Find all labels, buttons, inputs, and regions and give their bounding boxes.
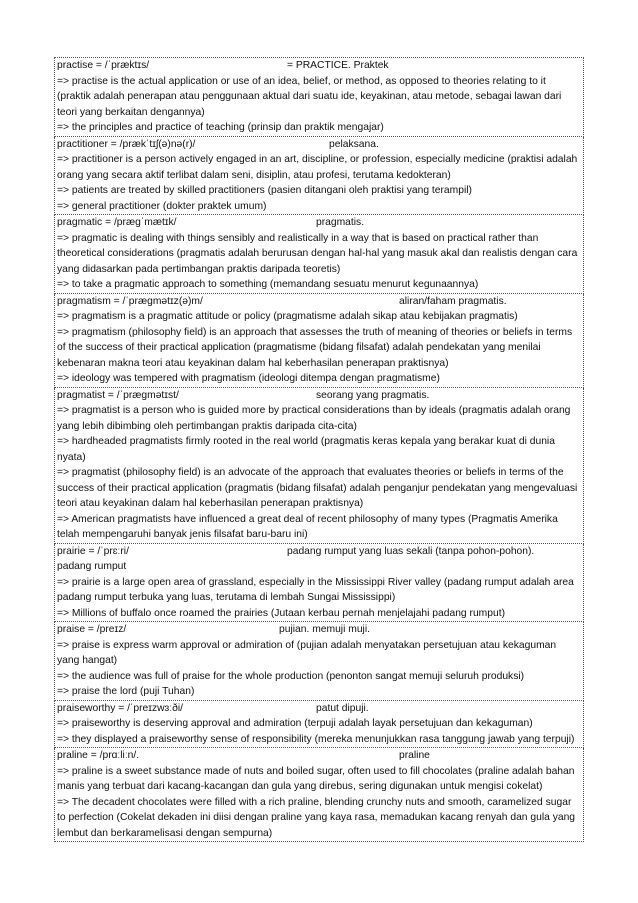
entry-line: => pragmatism is a pragmatic attitude or policy (pragmatisme adalah sikap atau kebijakan pragmatis) <box>57 311 518 322</box>
entry-praline <box>54 748 584 842</box>
entry-term: pragmatic = /prægˈmætɪk/ <box>57 217 177 228</box>
entry-line: => praise the lord (puji Tuhan) <box>57 686 195 697</box>
entry-translation: = PRACTICE. Praktek <box>287 60 389 71</box>
entry-line: => pragmatist is a person who is guided more by practical considerations than by ideals (pragmatis adalah orang yang lebih dibimbing oleh pertimbangan praktis daripada cita-cita) <box>57 405 571 432</box>
entry-term: practise = /ˈpræktɪs/ <box>57 60 150 71</box>
entry-line: => practitioner is a person actively engaged in an art, discipline, or profession, especially medicine (praktisi adalah orang yang secara aktif terlibat dalam seni, disiplin, atau profesi, terutama kedokteran) <box>57 154 578 181</box>
entry-line: => ideology was tempered with pragmatism (ideologi ditempa dengan pragmatisme) <box>57 373 440 384</box>
entry-line: => hardheaded pragmatists firmly rooted in the real world (pragmatis keras kepala yang berakar kuat di dunia nyata) <box>57 436 555 463</box>
vocabulary-sheet <box>54 57 584 842</box>
entry-practise <box>54 57 584 137</box>
entry-line: => Millions of buffalo once roamed the prairies (Jutaan kerbau pernah menjelajahi padang rumput) <box>57 607 505 619</box>
entry-term: praiseworthy = /ˈpreɪzwɜːði/ <box>57 702 183 714</box>
entry-praiseworthy <box>54 701 584 749</box>
entry-term: pragmatist = /ˈprægmətɪst/ <box>57 389 179 401</box>
entry-prairie <box>54 544 584 623</box>
entry-line: => general practitioner (dokter praktek umum) <box>57 200 267 212</box>
entry-line: => prairie is a large open area of grassland, especially in the Mississippi River valley (padang rumput adalah area padang rumput terbuka yang luas, terutama di lembah Sungai Mississippi) <box>57 576 574 603</box>
entry-pragmatist <box>54 388 584 544</box>
entry-term: pragmatism = /ˈprægmətɪz(ə)m/ <box>57 295 203 307</box>
entry-line: => to take a pragmatic approach to something (memandang sesuatu menurut kegunaannya) <box>57 279 479 290</box>
entry-translation: padang rumput yang luas sekali (tanpa pohon-pohon). <box>287 545 535 557</box>
entry-header <box>57 544 581 560</box>
entry-line: => The decadent chocolates were filled with a rich praline, blending crunchy nuts and smooth, caramelized sugar to perfection (Cokelat dekaden ini diisi dengan praline yang kaya rasa, memadukan kacang renyah dan gula yang lembut dan berkaramelisasi dengan sempurna) <box>57 796 576 839</box>
entry-translation: patut dipuji. <box>316 702 369 714</box>
entry-header <box>57 137 581 153</box>
entry-line: => praiseworthy is deserving approval and admiration (terpuji adalah layak persetujuan dan kekaguman) <box>57 718 533 729</box>
entry-pragmatism <box>54 294 584 388</box>
entry-line: => the principles and practice of teaching (prinsip dan praktik mengajar) <box>57 122 384 133</box>
entry-line: => praline is a sweet substance made of nuts and boiled sugar, often used to fill chocolates (praline adalah bahan manis yang terbuat dari kacang-kacangan dan gula yang direbus, sering digunakan untuk mengisi cokelat) <box>57 765 575 792</box>
entry-header <box>57 215 581 231</box>
entry-translation: aliran/faham pragmatis. <box>399 295 507 307</box>
entry-term: prairie = /ˈprɛːri/ <box>57 545 129 557</box>
entry-line: padang rumput <box>57 561 127 572</box>
entry-translation: pelaksana. <box>329 138 379 150</box>
entry-term: praline = /prɑːliːn/. <box>57 750 140 761</box>
entry-line: => American pragmatists have influenced a great deal of recent philosophy of many types (Pragmatis Amerika telah mempengaruhi banyak jenis filsafat baru-baru ini) <box>57 513 558 540</box>
entry-translation: seorang yang pragmatis. <box>316 389 430 401</box>
entry-line: => they displayed a praiseworthy sense of responsibility (mereka menunjukkan rasa tanggung jawab yang terpuji) <box>57 733 575 745</box>
entry-header <box>57 294 581 310</box>
entry-term: practitioner = /prækˈtɪʃ(ə)nə(r)/ <box>57 138 196 150</box>
entry-line: => pragmatism (philosophy field) is an approach that assesses the truth of meaning of theories or beliefs in terms of the success of their practical application (pragmatisme (bidang filsafat) adalah pendekatan yang menilai kebenaran makna teori atau keyakinan dalam hal keberhasilan penerapan praktisnya) <box>57 326 573 369</box>
entry-header <box>57 701 581 717</box>
entry-translation: praline <box>399 750 430 761</box>
entry-line: => praise is express warm approval or admiration of (pujian adalah menyatakan persetujuan atau kekaguman yang hangat) <box>57 639 557 666</box>
entry-term: praise = /preɪz/ <box>57 624 127 635</box>
entry-header <box>57 748 581 764</box>
entry-praise <box>54 622 584 701</box>
entry-header <box>57 58 581 74</box>
entry-pragmatic <box>54 215 584 294</box>
entry-line: => pragmatic is dealing with things sensibly and realistically in a way that is based on practical rather than theoretical considerations (pragmatis adalah berurusan dengan hal-hal yang masuk akal dan realistis dengan cara yang didasarkan pada pertimbangan praktis daripada teoretis) <box>57 232 578 275</box>
entry-translation: pragmatis. <box>316 217 365 228</box>
entry-header <box>57 388 581 404</box>
entry-header <box>57 622 581 638</box>
entry-line: => the audience was full of praise for the whole production (penonton sangat memuji seluruh produksi) <box>57 670 525 682</box>
entry-line: => practise is the actual application or use of an idea, belief, or method, as opposed to theories relating to it (praktik adalah penerapan atau penggunaan aktual dari suatu ide, keyakinan, atau metode, sebagai lawan dari teori yang berkaitan dengannya) <box>57 75 562 118</box>
entry-line: => pragmatist (philosophy field) is an advocate of the approach that evaluates theories or beliefs in terms of the success of their practical application (pragmatis (bidang filsafat) adalah penganjur pendekatan yang mengevaluasi teori atau keyakinan dalam hal keberhasilan penerapan praktisnya) <box>57 467 578 509</box>
entry-translation: pujian. memuji muji. <box>279 624 370 635</box>
entry-line: => patients are treated by skilled practitioners (pasien ditangani oleh praktisi yang terampil) <box>57 185 472 196</box>
entry-practitioner <box>54 137 584 216</box>
